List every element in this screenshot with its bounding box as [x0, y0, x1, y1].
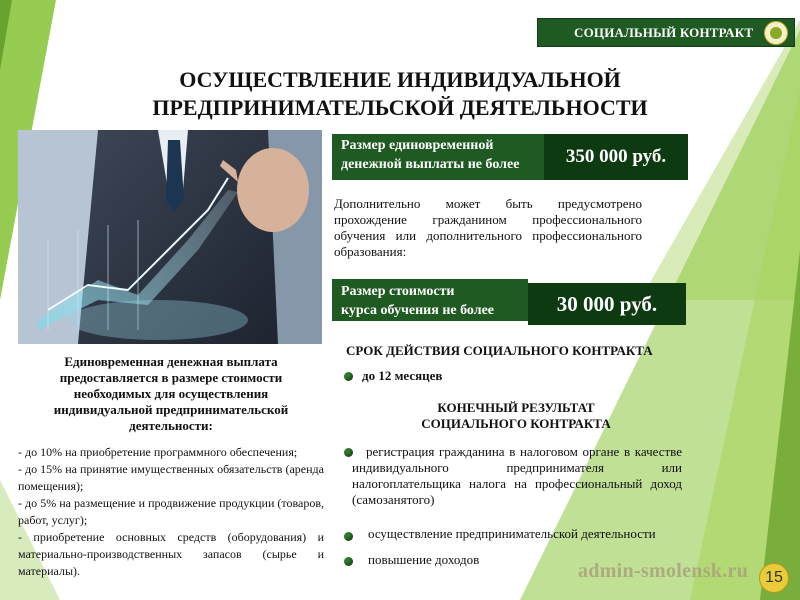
page-number: 15 [765, 569, 783, 586]
payment-value-box [544, 134, 688, 180]
list-item: - до 15% на принятие имущественных обязательств (аренда помещения); [18, 462, 324, 493]
result-item: осуществление предпринимательской деятельности [368, 526, 656, 541]
term-heading: СРОК ДЕЙСТВИЯ СОЦИАЛЬНОГО КОНТРАКТА [346, 343, 653, 358]
course-label-box [332, 279, 528, 321]
course-value-box [528, 283, 686, 325]
result-heading-line-1: КОНЕЧНЫЙ РЕЗУЛЬТАТ [437, 400, 595, 415]
payment-label-line-1: Размер единовременной [341, 138, 494, 153]
list-item: - до 5% на размещение и продвижение продукции (товаров, работ, услуг); [18, 496, 324, 527]
coat-of-arms-icon [764, 21, 788, 45]
result-item: повышение доходов [368, 552, 480, 567]
extra-education-text: Дополнительно может быть предусмотрено прохождение гражданином профессионального обучения или дополнительного профессионального образования: [334, 196, 642, 259]
result-item: регистрация гражданина в налоговом органе в качестве индивидуального предпринимателя или налогоплательщика налога на профессиональный доход (самозанятого) [352, 444, 682, 507]
bullet-icon [344, 532, 353, 541]
header-bar [537, 18, 795, 47]
result-heading [380, 400, 652, 432]
bullet-icon [344, 557, 353, 566]
list-item: - приобретение основных средств (оборудования) и материально-производственных запасов (сырье и материалы). [18, 530, 324, 578]
bullet-icon [344, 372, 353, 381]
course-value: 30 000 руб. [556, 291, 658, 316]
expense-list [18, 444, 324, 580]
result-heading-line-2: СОЦИАЛЬНОГО КОНТРАКТА [421, 416, 611, 431]
title-line-1: ОСУЩЕСТВЛЕНИЕ ИНДИВИДУАЛЬНОЙ [179, 67, 621, 92]
left-caption: Единовременная денежная выплата предоставляется в размере стоимости необходимых для осуществления индивидуальной предпринимательской деятельности: [53, 354, 289, 433]
page-title [70, 66, 730, 122]
list-item: - до 10% на приобретение программного обеспечения; [18, 445, 298, 459]
term-value: до 12 месяцев [362, 368, 443, 383]
header-label: СОЦИАЛЬНЫЙ КОНТРАКТ [574, 24, 754, 40]
payment-label-line-2: денежной выплаты не более [341, 157, 520, 172]
watermark: admin-smolensk.ru [578, 560, 749, 582]
payment-label-box [332, 134, 544, 180]
page-number-badge [759, 563, 789, 593]
businessman-chart-photo [18, 130, 322, 344]
title-line-2: ПРЕДПРИНИМАТЕЛЬСКОЙ ДЕЯТЕЛЬНОСТИ [152, 95, 648, 120]
payment-value: 350 000 руб. [565, 146, 667, 167]
course-label-line-1: Размер стоимости [341, 284, 455, 299]
course-label-line-2: курса обучения не более [341, 303, 495, 318]
